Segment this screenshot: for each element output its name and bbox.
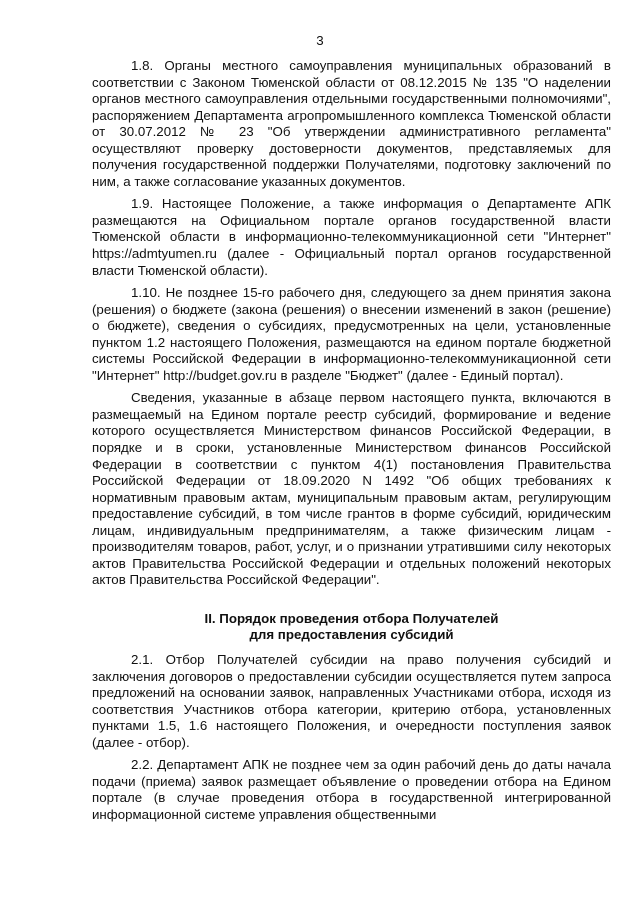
paragraph-2-2: 2.2. Департамент АПК не позднее чем за один рабочий день до даты начала подачи (приема) заявок размещает объявление о проведении отбора на Едином портале (в случае проведения отбора в государственной интегрированной информационной системе управления общественными <box>92 757 611 822</box>
document-body <box>92 58 611 829</box>
paragraph-1-9: 1.9. Настоящее Положение, а также информация о Департаменте АПК размещаются на Официальном портале органов государственной власти Тюменской области в информационно-телекоммуникационной сети "Интернет" https://admtyumen.ru (далее - Официальный портал органов государственной власти Тюменской области). <box>92 196 611 278</box>
section-heading <box>92 611 611 644</box>
paragraph-2-1: 2.1. Отбор Получателей субсидии на право получения субсидий и заключения договоров о предоставлении субсидии осуществляется путем запроса предложений на основании заявок, направленных Участниками отбора, исходя из соответствия Участников отбора категории, критерию отбора, установленных пунктами 1.5, 1.6 настоящего Положения, и очередности поступления заявок (далее - отбор). <box>92 651 611 750</box>
paragraph-1-10-details: Сведения, указанные в абзаце первом настоящего пункта, включаются в размещаемый на Едином портале реестр субсидий, формирование и ведение которого осуществляется Министерством финансов Российской Федерации, в порядке и в сроки, установленные Министерством финансов Российской Федерации в соответствии с пунктом 4(1) постановления Правительства Российской Федерации от 18.09.2020 N 1492 "Об общих требованиях к нормативным правовым актам, муниципальным правовым актам, регулирующим предоставление субсидий, в том числе грантов в форме субсидий, юридическим лицам, индивидуальным предпринимателям, а также физическим лицам - производителям товаров, работ, услуг, и о признании утратившими силу некоторых актов Правительства Российской Федерации и отдельных положений некоторых актов Правительства Российской Федерации". <box>92 390 611 588</box>
paragraph-1-8: 1.8. Органы местного самоуправления муниципальных образований в соответствии с Законом Тюменской области от 08.12.2015 № 135 "О наделении органов местного самоуправления отдельными государственными полномочиями", распоряжением Департамента агропромышленного комплекса Тюменской области от 30.07.2012 № 23 "Об утверждении административного регламента" осуществляют проверку достоверности документов, представляемых для получения государственной поддержки Получателями, подготовку заключений по ним, а также согласование указанных документов. <box>92 58 611 189</box>
paragraph-1-10: 1.10. Не позднее 15-го рабочего дня, следующего за днем принятия закона (решения) о бюджете (закона (решения) о внесении изменений в закон (решение) о бюджете), сведения о субсидиях, предусмотренных на цели, установленные пунктом 1.2 настоящего Положения, размещаются на едином портале бюджетной системы Российской Федерации в информационно-телекоммуникационной сети "Интернет" http://budget.gov.ru в разделе "Бюджет" (далее - Единый портал). <box>92 285 611 383</box>
section-heading-line-1: II. Порядок проведения отбора Получателей <box>204 610 499 626</box>
section-heading-line-2: для предоставления субсидий <box>249 627 454 643</box>
page-number: 3 <box>316 33 324 48</box>
